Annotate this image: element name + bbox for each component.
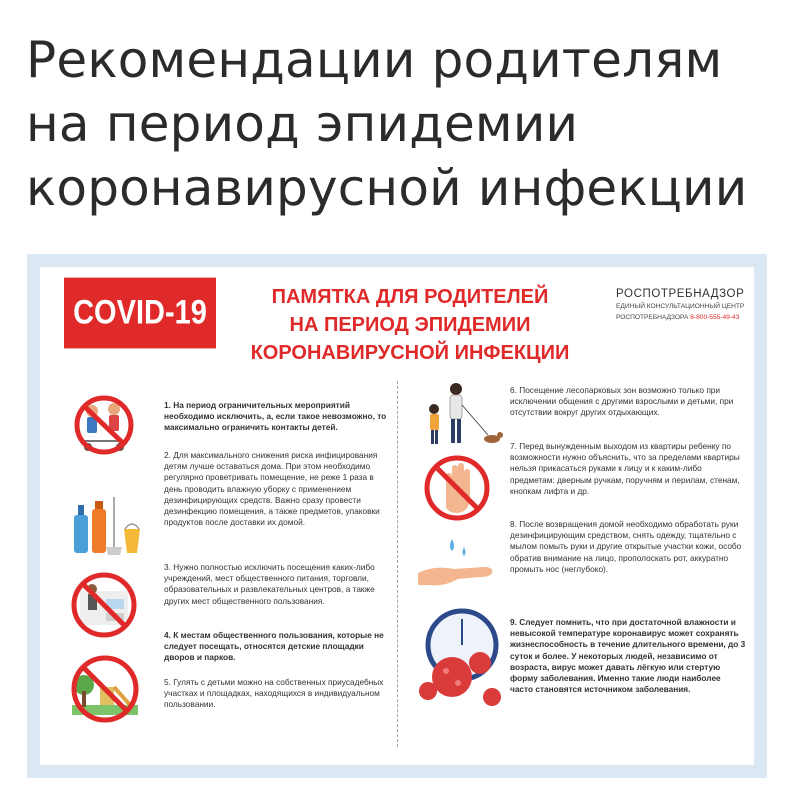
no-children-contact-icon bbox=[70, 389, 138, 461]
recommendation-9-text: 9. Следует помнить, что при достаточной влажности и невысокой температуре коронавирус может сохранять жизнеспособность в течение длительного времени, до 3 суток и более. У некоторых людей, независимо от возраста, вирус может давать лёгкую или стертую форму заболевания. Именно такие люди наиболее часто становятся источником заболевания. bbox=[510, 617, 746, 695]
virus-clock-icon bbox=[416, 607, 508, 711]
page-title bbox=[26, 28, 786, 220]
no-playground-icon bbox=[68, 653, 142, 727]
agency-line2-row bbox=[616, 314, 746, 322]
recommendation-4 bbox=[164, 630, 388, 664]
recommendation-9 bbox=[510, 617, 746, 695]
agency-name: РОСПОТРЕБНАДЗОР bbox=[616, 288, 745, 300]
recommendation-7: 7. Перед вынужденным выходом из квартиры ребенку по возможности нужно объяснить, что за пределами квартиры нельзя прикасаться руками к лицу и к каким-либо предметам: дверным ручкам, поручням и перилам, стенам, кнопкам лифта и др. bbox=[510, 441, 740, 496]
agency-phone: 8-800-555-49-43 bbox=[690, 314, 740, 321]
memo-title-line: ПАМЯТКА ДЛЯ РОДИТЕЛЕЙ bbox=[271, 286, 549, 308]
recommendation-2: 2. Для максимального снижения риска инфицирования детям лучше оставаться дома. При этом необходимо регулярно проветривать помещение, не реже 1 раза в день проводить влажную уборку с применением дезинфицирующих средств. Важно сразу провести дезинфекцию помещения, а также предметов, упаковки продуктов после доставки их домой. bbox=[164, 450, 380, 528]
recommendation-5: 5. Гулять с детьми можно на собственных приусадебных участках и площадках, находящихся в индивидуальном пользовании. bbox=[164, 677, 384, 710]
recommendation-8: 8. После возвращения домой необходимо обработать руки дезинфицирующим средством, снять одежду, тщательно с мылом помыть руки и другие открытые участки кожи, особо обратив внимание на лицо, прополоскать рот, аккуратно промыть нос (неглубоко). bbox=[510, 519, 742, 574]
no-public-places-icon bbox=[66, 569, 142, 641]
recommendation-6: 6. Посещение лесопарковых зон возможно только при исключении общения с другими взрослыми и детьми, при отсутствии вокруг других отдыхающих. bbox=[510, 385, 734, 418]
poster-image bbox=[27, 254, 767, 778]
memo-title-line: НА ПЕРИОД ЭПИДЕМИИ bbox=[289, 314, 531, 336]
sanitizer-hand-icon bbox=[414, 535, 500, 593]
recommendation-3: 3. Нужно полностью исключить посещения каких-либо учреждений, мест общественного питания, торговли, образовательных и развлекательных центров, а также других мест общественного пользования. bbox=[164, 562, 375, 606]
page-title-line: Рекомендации родителям bbox=[26, 31, 723, 89]
agency-line1: ЕДИНЫЙ КОНСУЛЬТАЦИОННЫЙ ЦЕНТР bbox=[616, 303, 745, 310]
recommendation-4-text: 4. К местам общественного пользования, которые не следует посещать, относятся детские площадки дворов и парков. bbox=[164, 630, 384, 663]
family-walk-icon bbox=[412, 381, 508, 453]
agency-line2: РОСПОТРЕБНАДЗОРА bbox=[616, 314, 689, 321]
no-touch-hand-icon bbox=[422, 453, 492, 523]
covid-badge: COVID-19 bbox=[64, 278, 216, 349]
memo-title-line: КОРОНАВИРУСНОЙ ИНФЕКЦИИ bbox=[250, 342, 570, 364]
page-title-line: на период эпидемии bbox=[26, 95, 579, 153]
recommendation-1 bbox=[164, 400, 388, 434]
poster-body bbox=[40, 267, 754, 765]
page-title-line: коронавирусной инфекции bbox=[26, 159, 748, 217]
memo-title bbox=[250, 283, 570, 367]
agency-block bbox=[616, 288, 746, 322]
cleaning-supplies-icon bbox=[70, 493, 142, 559]
recommendation-1-text: 1. На период ограничительных мероприятий необходимо исключить, а, если такое невозможно, то максимально ограничить контакты детей. bbox=[164, 400, 387, 433]
column-divider bbox=[397, 381, 398, 747]
